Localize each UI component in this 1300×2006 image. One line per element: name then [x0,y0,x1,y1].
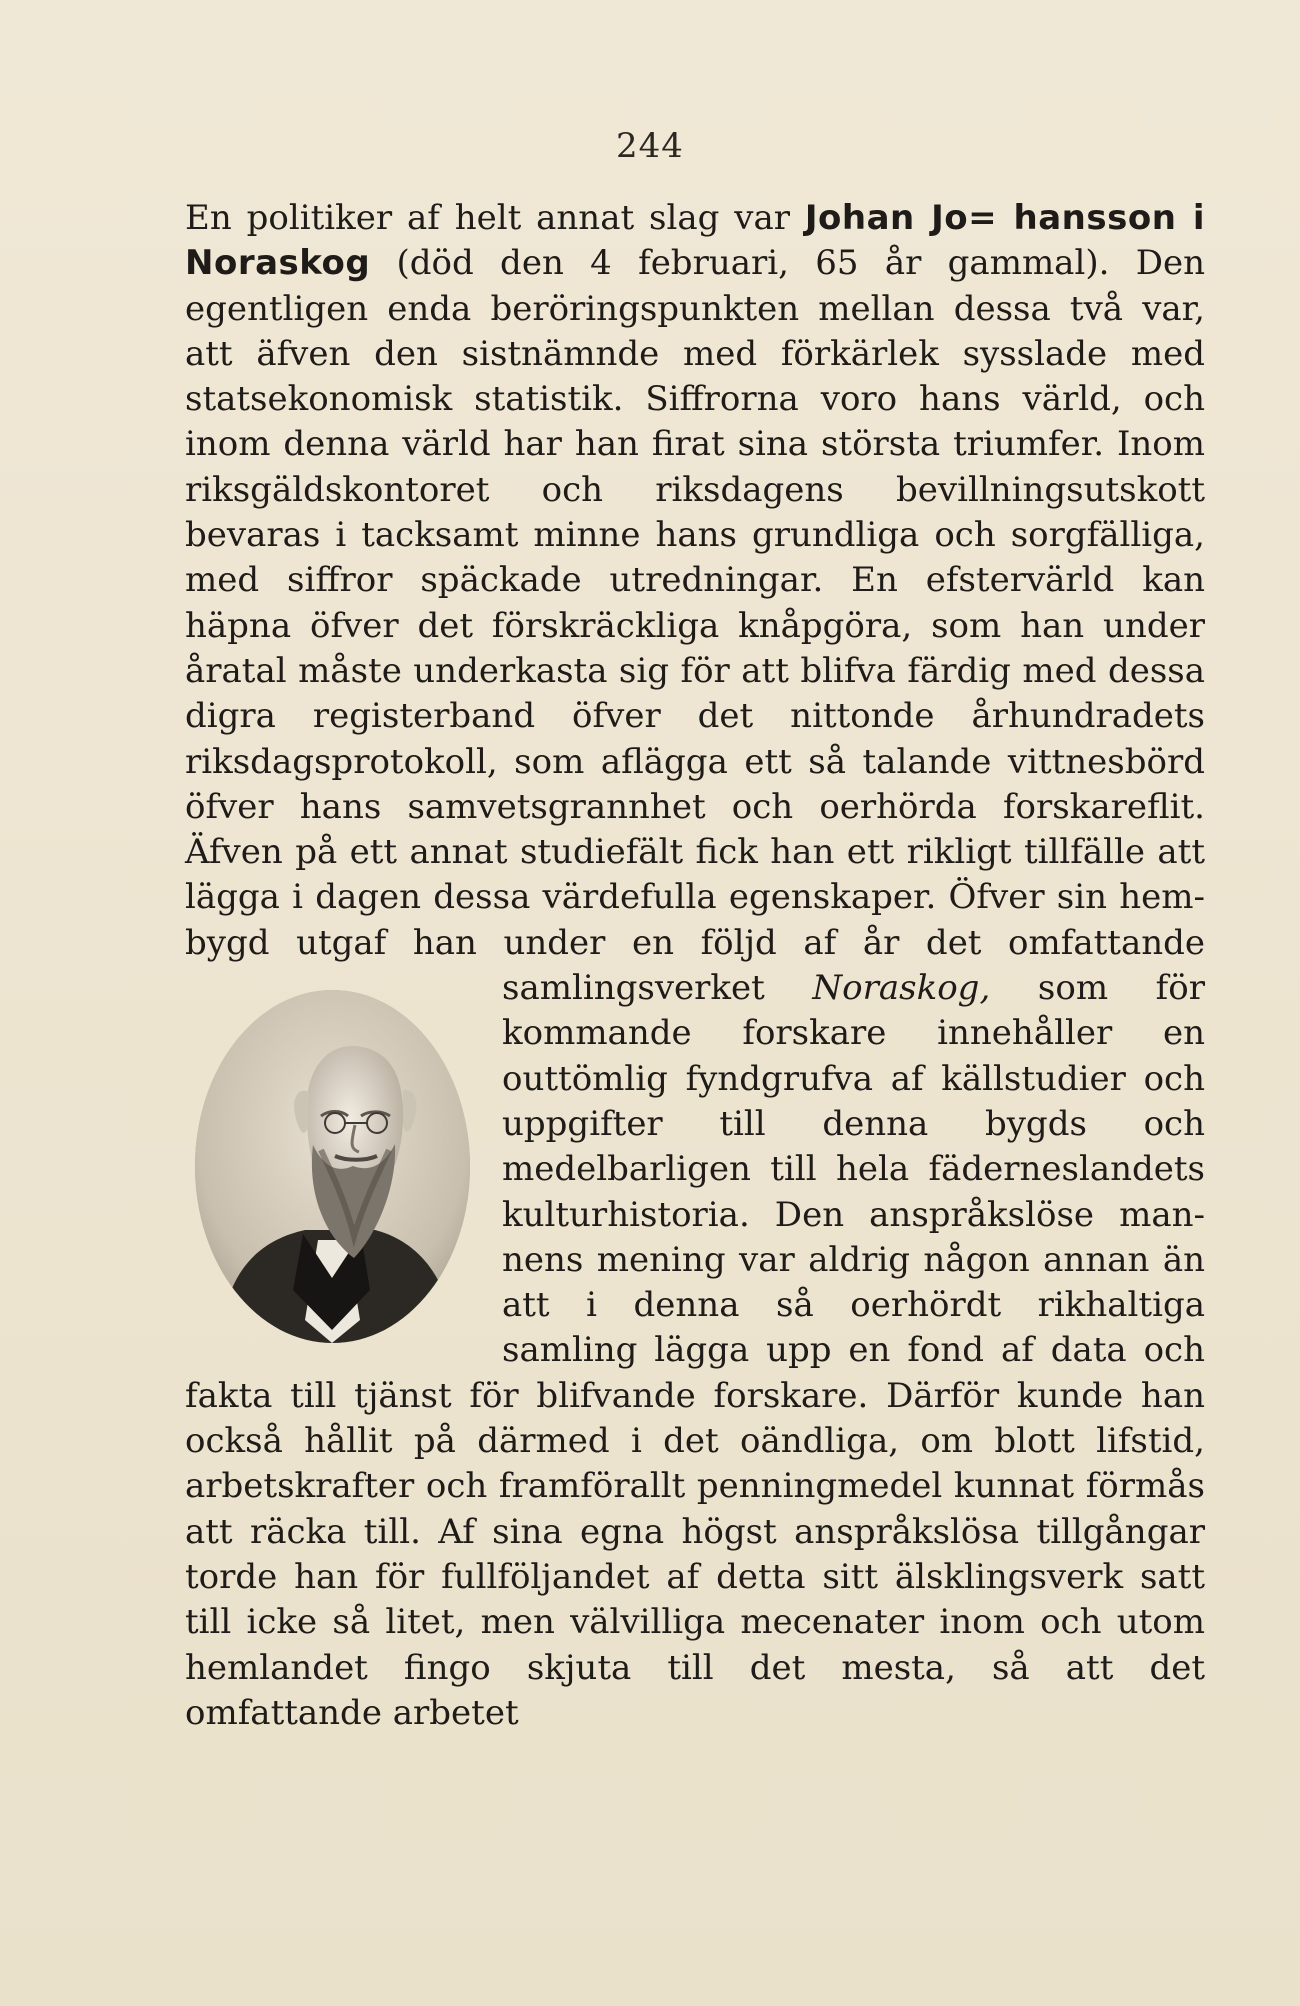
portrait-image [195,990,470,1343]
text-after-name: (död den 4 februari, 65 år gammal). Den egentligen enda beröringspunkten mellan dessa två var, att äfven den sistnämnde med förkärlek sysslade med statsekonomisk statistik. Siffrorna voro hans värld, och inom denna värld har han firat sina största triumfer. Inom riksgäldskontoret och riksdagens bevillningsutskott bevaras i tacksamt minne hans grundliga och sorgfälliga, med siffror späckade utredningar. En efstervärld kan häpna öfver det förskräckliga knåpgöra, som han under åratal måste underkasta sig för att blifva färdig med dessa digra registerband öfver det nittonde århundradets riksdagsprotokoll, som aflägga ett så talande vittnesbörd öfver hans samvetsgrannhet och oerhörda forskareflit. Äfven på ett annat studiefält fick han ett rikligt tillfälle att lägga i dagen dessa värdefulla egenskaper. Öfver sin hembygd utgaf han under en följd af år det omfattande samlingsverket [185,243,1205,1009]
person-name: Johan Jo= hansson i Noraskog [185,198,1205,284]
page-number: 244 [616,126,684,166]
body-text [185,196,1205,1736]
italic-title: Noraskog, [812,968,991,1009]
portrait-photo [195,990,470,1343]
text-after-title: som för kommande forskare innehåller en outtömlig fyndgrufva af källstudier och uppgifter till denna bygds och medelbarligen till hela fäderneslandets kulturhistoria. Den anspråkslöse mannens mening var aldrig någon annan än att i denna så oerhördt rikhaltiga samling lägga upp en fond af data och fakta till tjänst för blifvande forskare. Därför kunde han också hållit på därmed i det oändliga, om blott lifstid, arbetskrafter och framförallt penningmedel kunnat förmås att räcka till. Af sina egna högst anspråkslösa tillgångar torde han för fullföljandet af detta sitt älsklingsverk satt till icke så litet, men välvilliga mecenater inom och utom hemlandet fingo skjuta till det mesta, så att det omfattande arbetet [185,968,1205,1733]
text-before-name: En politiker af helt annat slag var [185,198,805,238]
